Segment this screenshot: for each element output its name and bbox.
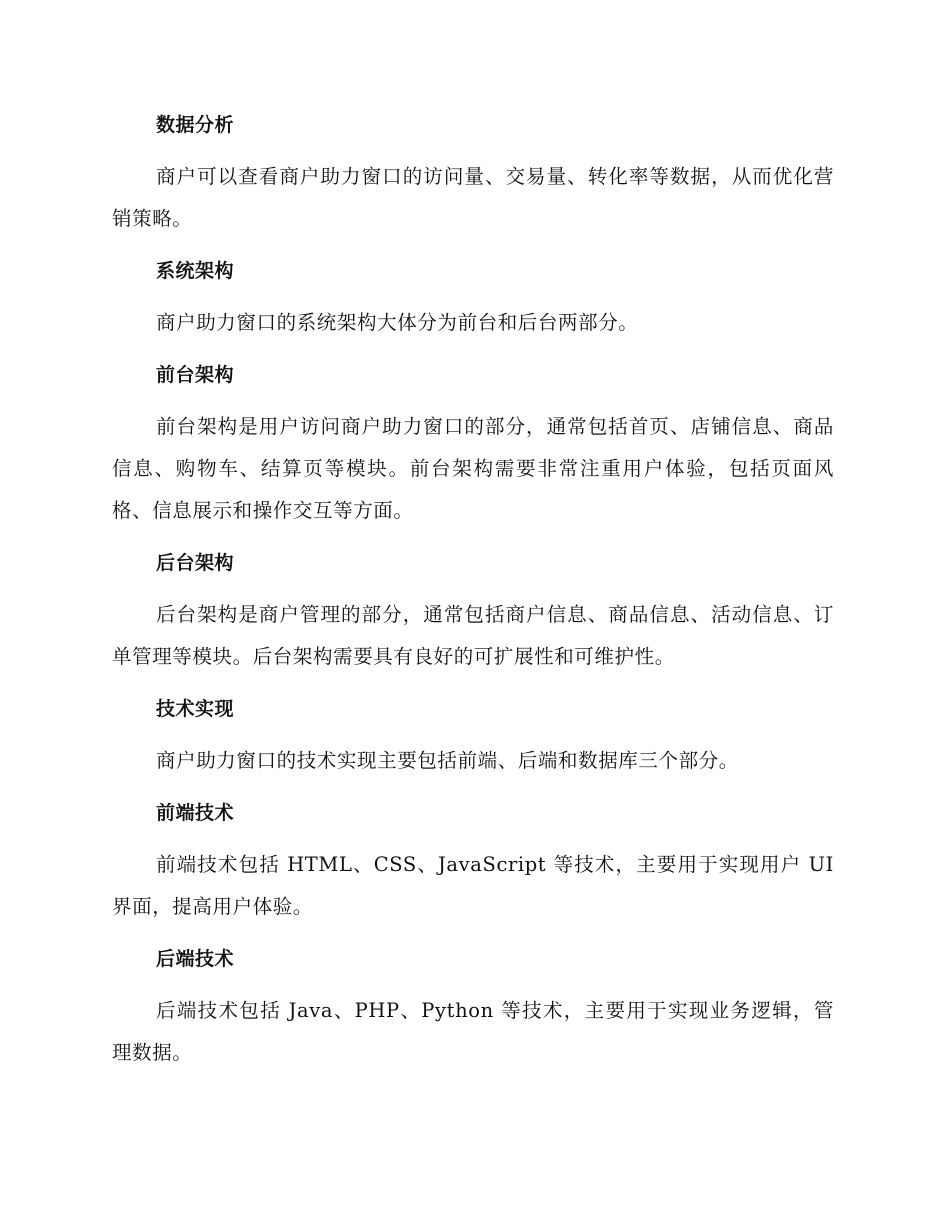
section-paragraph: 前台架构是用户访问商户助力窗口的部分，通常包括首页、店铺信息、商品信息、购物车、结算页等模块。前台架构需要非常注重用户体验，包括页面风格、信息展示和操作交互等方面。 <box>112 415 834 522</box>
section-technical-implementation <box>112 688 834 782</box>
section-frontend-tech <box>112 792 834 928</box>
section-heading: 数据分析 <box>156 114 235 136</box>
section-paragraph: 商户可以查看商户助力窗口的访问量、交易量、转化率等数据，从而优化营销策略。 <box>112 165 834 230</box>
section-heading: 后端技术 <box>156 948 235 970</box>
section-system-architecture <box>112 250 834 344</box>
section-frontend-architecture <box>112 354 834 532</box>
section-backend-tech <box>112 938 834 1074</box>
section-heading: 后台架构 <box>156 552 235 574</box>
section-paragraph: 前端技术包括 HTML、CSS、JavaScript 等技术，主要用于实现用户 UI 界面，提高用户体验。 <box>112 853 834 918</box>
section-heading: 前台架构 <box>156 364 235 386</box>
section-heading: 技术实现 <box>156 698 235 720</box>
section-heading: 系统架构 <box>156 260 235 282</box>
section-data-analysis <box>112 104 834 240</box>
section-paragraph: 后端技术包括 Java、PHP、Python 等技术，主要用于实现业务逻辑，管理数据。 <box>112 999 834 1064</box>
section-backend-architecture <box>112 542 834 678</box>
section-paragraph: 商户助力窗口的技术实现主要包括前端、后端和数据库三个部分。 <box>156 749 739 772</box>
section-paragraph: 商户助力窗口的系统架构大体分为前台和后台两部分。 <box>156 311 639 334</box>
document-page <box>112 104 834 1084</box>
section-paragraph: 后台架构是商户管理的部分，通常包括商户信息、商品信息、活动信息、订单管理等模块。后台架构需要具有良好的可扩展性和可维护性。 <box>112 603 834 668</box>
section-heading: 前端技术 <box>156 802 235 824</box>
